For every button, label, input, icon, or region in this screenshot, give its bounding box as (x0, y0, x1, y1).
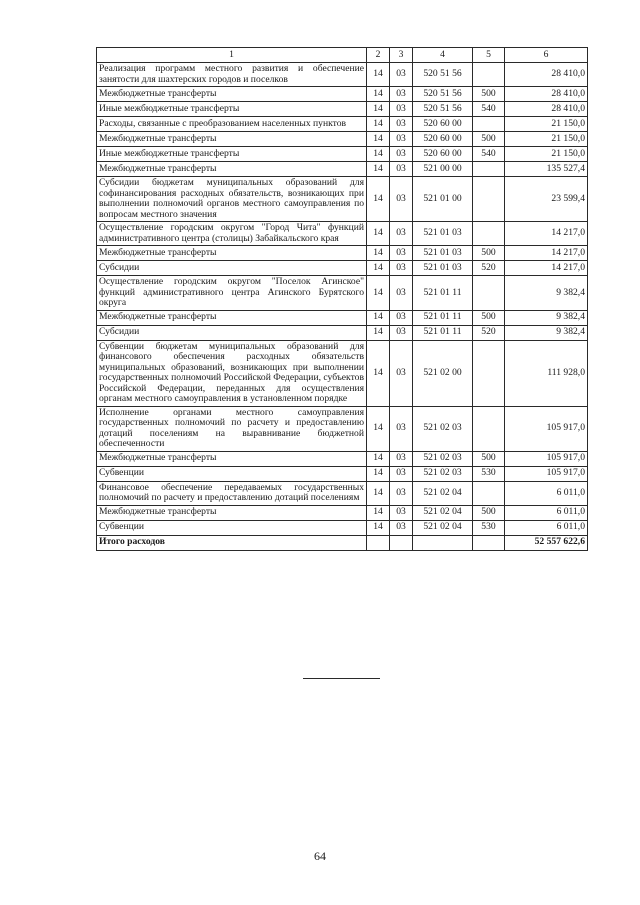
table-row (97, 222, 588, 246)
table-row (97, 246, 588, 261)
row-name: Субвенции (97, 520, 367, 535)
table-row (97, 117, 588, 132)
header-cell-3: 3 (390, 48, 413, 63)
row-target-code: 521 01 00 (413, 177, 473, 222)
row-section: 14 (367, 466, 390, 481)
row-section: 14 (367, 222, 390, 246)
row-name: Расходы, связанные с преобразованием населенных пунктов (97, 117, 367, 132)
row-section: 14 (367, 340, 390, 406)
row-expense-type (473, 406, 505, 451)
row-amount: 14 217,0 (505, 246, 588, 261)
row-expense-type: 500 (473, 132, 505, 147)
row-amount: 6 011,0 (505, 481, 588, 505)
row-section: 14 (367, 177, 390, 222)
row-section: 14 (367, 132, 390, 147)
row-target-code: 520 60 00 (413, 117, 473, 132)
row-expense-type: 500 (473, 451, 505, 466)
row-subsection: 03 (390, 481, 413, 505)
page-number: 64 (314, 849, 326, 863)
row-section: 14 (367, 276, 390, 311)
row-target-code: 521 02 03 (413, 451, 473, 466)
row-expense-type: 530 (473, 520, 505, 535)
row-subsection: 03 (390, 117, 413, 132)
row-expense-type (473, 222, 505, 246)
header-cell-6: 6 (505, 48, 588, 63)
row-amount: 111 928,0 (505, 340, 588, 406)
total-value: 52 557 622,6 (505, 535, 588, 550)
table-row (97, 147, 588, 162)
row-name: Межбюджетные трансферты (97, 162, 367, 177)
row-name: Межбюджетные трансферты (97, 132, 367, 147)
row-target-code: 521 02 03 (413, 466, 473, 481)
row-subsection: 03 (390, 87, 413, 102)
row-section: 14 (367, 102, 390, 117)
row-expense-type (473, 63, 505, 87)
total-cell-3 (390, 535, 413, 550)
row-name: Субсидии (97, 261, 367, 276)
table-row (97, 276, 588, 311)
row-target-code: 521 02 04 (413, 520, 473, 535)
row-expense-type: 500 (473, 87, 505, 102)
row-target-code: 521 02 04 (413, 505, 473, 520)
row-target-code: 520 51 56 (413, 87, 473, 102)
row-section: 14 (367, 63, 390, 87)
row-amount: 28 410,0 (505, 63, 588, 87)
row-subsection: 03 (390, 162, 413, 177)
table-row (97, 177, 588, 222)
row-section: 14 (367, 162, 390, 177)
row-amount: 9 382,4 (505, 276, 588, 311)
row-amount: 6 011,0 (505, 505, 588, 520)
row-section: 14 (367, 117, 390, 132)
table-row (97, 132, 588, 147)
row-name: Межбюджетные трансферты (97, 87, 367, 102)
row-expense-type: 520 (473, 261, 505, 276)
row-name: Финансовое обеспечение передаваемых государственных полномочий по расчету и предоставлению дотаций поселениям (97, 481, 367, 505)
table-row (97, 63, 588, 87)
row-target-code: 520 60 00 (413, 132, 473, 147)
row-name: Осуществление городским округом "Поселок Агинское" функций административного центра Агинского Бурятского округа (97, 276, 367, 311)
total-cell-4 (413, 535, 473, 550)
table-row (97, 310, 588, 325)
row-amount: 23 599,4 (505, 177, 588, 222)
row-section: 14 (367, 451, 390, 466)
row-expense-type (473, 177, 505, 222)
row-name: Исполнение органами местного самоуправления государственных полномочий по расчету и предоставлению дотаций поселениям на выравнивание бюджетной обеспеченности (97, 406, 367, 451)
table-row (97, 481, 588, 505)
row-expense-type (473, 162, 505, 177)
row-name: Межбюджетные трансферты (97, 505, 367, 520)
row-expense-type: 520 (473, 325, 505, 340)
total-cell-2 (367, 535, 390, 550)
total-cell-5 (473, 535, 505, 550)
table-row (97, 102, 588, 117)
row-name: Иные межбюджетные трансферты (97, 102, 367, 117)
row-target-code: 520 60 00 (413, 147, 473, 162)
row-expense-type (473, 276, 505, 311)
row-target-code: 521 00 00 (413, 162, 473, 177)
row-expense-type: 530 (473, 466, 505, 481)
row-target-code: 521 02 03 (413, 406, 473, 451)
row-section: 14 (367, 406, 390, 451)
row-amount: 105 917,0 (505, 466, 588, 481)
row-amount: 21 150,0 (505, 132, 588, 147)
row-expense-type: 500 (473, 505, 505, 520)
table-row (97, 505, 588, 520)
row-amount: 28 410,0 (505, 102, 588, 117)
row-target-code: 521 01 03 (413, 261, 473, 276)
row-section: 14 (367, 246, 390, 261)
row-subsection: 03 (390, 147, 413, 162)
row-target-code: 521 01 11 (413, 310, 473, 325)
table-row (97, 466, 588, 481)
total-label: Итого расходов (97, 535, 367, 550)
row-expense-type (473, 340, 505, 406)
row-name: Иные межбюджетные трансферты (97, 147, 367, 162)
row-subsection: 03 (390, 63, 413, 87)
table-row (97, 87, 588, 102)
row-subsection: 03 (390, 246, 413, 261)
row-subsection: 03 (390, 340, 413, 406)
row-name: Межбюджетные трансферты (97, 310, 367, 325)
row-amount: 6 011,0 (505, 520, 588, 535)
table-row (97, 406, 588, 451)
row-target-code: 521 01 03 (413, 222, 473, 246)
row-section: 14 (367, 310, 390, 325)
row-amount: 135 527,4 (505, 162, 588, 177)
row-amount: 9 382,4 (505, 325, 588, 340)
row-name: Субсидии бюджетам муниципальных образований для софинансирования расходных обязательств, возникающих при выполнении полномочий органов местного самоуправления по вопросам местного значения (97, 177, 367, 222)
row-name: Реализация программ местного развития и обеспечение занятости для шахтерских городов и поселков (97, 63, 367, 87)
row-amount: 21 150,0 (505, 147, 588, 162)
header-cell-4: 4 (413, 48, 473, 63)
row-section: 14 (367, 261, 390, 276)
budget-table (96, 47, 588, 551)
table-row (97, 261, 588, 276)
table-row (97, 451, 588, 466)
row-amount: 105 917,0 (505, 406, 588, 451)
row-amount: 14 217,0 (505, 222, 588, 246)
row-section: 14 (367, 520, 390, 535)
header-cell-1: 1 (97, 48, 367, 63)
row-section: 14 (367, 481, 390, 505)
row-section: 14 (367, 87, 390, 102)
row-expense-type: 500 (473, 310, 505, 325)
row-section: 14 (367, 147, 390, 162)
row-section: 14 (367, 505, 390, 520)
row-name: Субвенции (97, 466, 367, 481)
row-target-code: 521 01 11 (413, 276, 473, 311)
row-target-code: 521 02 04 (413, 481, 473, 505)
row-subsection: 03 (390, 466, 413, 481)
row-amount: 14 217,0 (505, 261, 588, 276)
header-cell-5: 5 (473, 48, 505, 63)
table-row (97, 520, 588, 535)
row-target-code: 521 01 03 (413, 246, 473, 261)
row-subsection: 03 (390, 325, 413, 340)
row-expense-type (473, 117, 505, 132)
row-subsection: 03 (390, 102, 413, 117)
row-subsection: 03 (390, 132, 413, 147)
row-target-code: 521 02 00 (413, 340, 473, 406)
row-subsection: 03 (390, 310, 413, 325)
row-subsection: 03 (390, 451, 413, 466)
row-expense-type (473, 481, 505, 505)
row-name: Межбюджетные трансферты (97, 451, 367, 466)
row-name: Осуществление городским округом "Город Чита" функций административного центра (столицы) Забайкальского края (97, 222, 367, 246)
table-row (97, 162, 588, 177)
row-subsection: 03 (390, 520, 413, 535)
header-cell-2: 2 (367, 48, 390, 63)
row-subsection: 03 (390, 177, 413, 222)
row-expense-type: 540 (473, 147, 505, 162)
row-expense-type: 500 (473, 246, 505, 261)
row-subsection: 03 (390, 406, 413, 451)
row-amount: 21 150,0 (505, 117, 588, 132)
table-row (97, 340, 588, 406)
row-amount: 28 410,0 (505, 87, 588, 102)
footer-divider (303, 678, 380, 679)
total-row (97, 535, 588, 550)
row-target-code: 520 51 56 (413, 63, 473, 87)
row-subsection: 03 (390, 505, 413, 520)
row-amount: 105 917,0 (505, 451, 588, 466)
table-body (97, 63, 588, 551)
row-name: Межбюджетные трансферты (97, 246, 367, 261)
row-name: Субвенции бюджетам муниципальных образований для финансового обеспечения расходных обязательств муниципальных образований, возникающих при выполнении государственных полномочий Российской Федерации, субъектов Российской Федерации, переданных для осуществления органам местного самоуправления в установленном порядке (97, 340, 367, 406)
row-subsection: 03 (390, 276, 413, 311)
row-amount: 9 382,4 (505, 310, 588, 325)
row-target-code: 520 51 56 (413, 102, 473, 117)
table-row (97, 325, 588, 340)
row-expense-type: 540 (473, 102, 505, 117)
row-subsection: 03 (390, 222, 413, 246)
row-name: Субсидии (97, 325, 367, 340)
row-subsection: 03 (390, 261, 413, 276)
row-section: 14 (367, 325, 390, 340)
table-header-row (97, 48, 588, 63)
row-target-code: 521 01 11 (413, 325, 473, 340)
